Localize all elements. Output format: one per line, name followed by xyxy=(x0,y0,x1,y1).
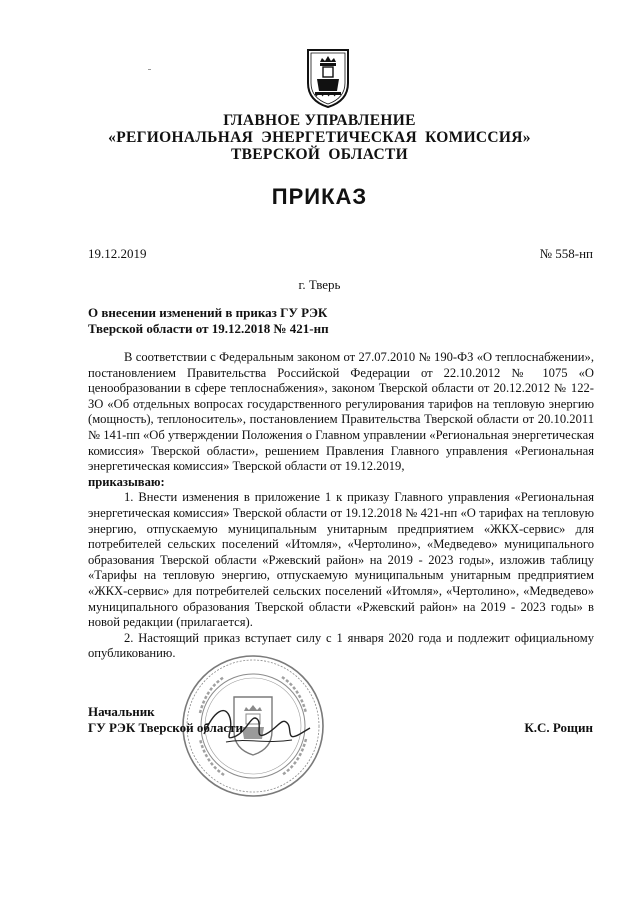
order-item-1: 1. Внести изменения в приложение 1 к приказу Главного управления «Региональная энергетическая комиссия» Тверской области от 19.12.2018 № 421-нп «О тарифах на тепловую энергию, отпускаемую муниципальным унитарным предприятием «ЖКХ-сервис» для потребителей сельских поселений «Итомля», «Чертолино», «Медведево» муниципального образования Тверской области «Ржевский район» на 2019 - 2023 годы», изложив таблицу «Тарифы на тепловую энергию, отпускаемую муниципальным унитарным предприятием «ЖКХ-сервис» для потребителей сельских поселений «Итомля», «Чертолино», «Медведево» муниципального образования Тверской области «Ржевский район» на 2019 - 2023 годы» в новой редакции (прилагается). xyxy=(88,490,594,630)
signer-position-line1: Начальник xyxy=(88,704,155,719)
document-number: № 558-нп xyxy=(539,246,593,261)
subject-line2: Тверской области от 19.12.2018 № 421-нп xyxy=(88,320,329,336)
subject-line1: О внесении изменений в приказ ГУ РЭК xyxy=(88,305,328,320)
signer-position-line2: ГУ РЭК Тверской области xyxy=(88,720,243,735)
document-subject xyxy=(88,305,388,336)
document-body xyxy=(88,350,594,662)
signer-position xyxy=(88,704,243,736)
scan-speck xyxy=(148,69,151,70)
document-date: 19.12.2019 xyxy=(88,246,147,261)
org-name-line3: ТВЕРСКОЙ ОБЛАСТИ xyxy=(231,146,408,163)
document-city: г. Тверь xyxy=(298,277,341,292)
preamble-paragraph: В соответствии с Федеральным законом от 27.07.2010 № 190-ФЗ «О теплоснабжении», постановлением Правительства Российской Федерации от 22.10.2012 № 1075 «О ценообразовании в сфере теплоснабжения», законом Тверской области от 20.12.2012 № 122-ЗО «Об отдельных вопросах государственного регулирования тарифов на тепловую энергию (мощность), теплоноситель», постановлением Правительства Тверской области от 20.10.2011 № 141-пп «Об утверждении Положения о Главном управлении «Региональная энергетическая комиссия» Тверской области», решением Правления Главного управления «Региональная энергетическая комиссия» Тверской области от 19.12.2019, xyxy=(88,350,594,474)
org-name-line1: ГЛАВНОЕ УПРАВЛЕНИЕ xyxy=(223,112,416,129)
document-type-title: ПРИКАЗ xyxy=(271,184,368,209)
tver-coat-of-arms-icon xyxy=(305,47,351,109)
decree-word: приказываю: xyxy=(88,474,165,489)
signer-name: К.С. Рощин xyxy=(524,720,593,735)
org-name-line2: «РЕГИОНАЛЬНАЯ ЭНЕРГЕТИЧЕСКАЯ КОМИССИЯ» xyxy=(108,129,531,146)
order-item-2: 2. Настоящий приказ вступает силу с 1 января 2020 года и подлежит официальному опубликованию. xyxy=(88,630,594,661)
